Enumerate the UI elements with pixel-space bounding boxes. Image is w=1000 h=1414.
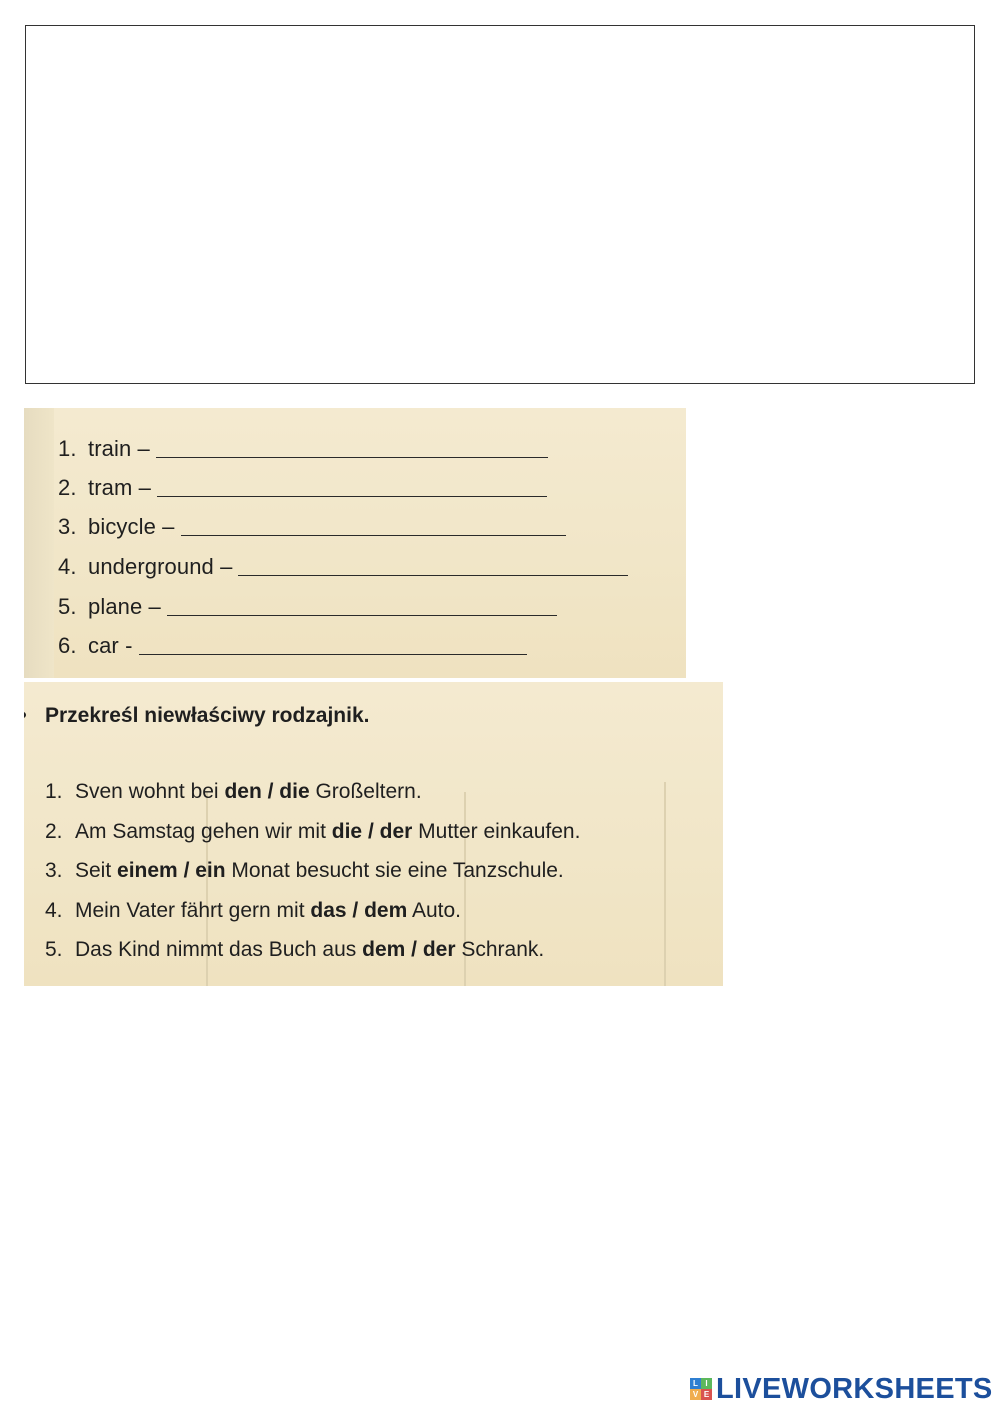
vocab-word: bicycle – [88,514,175,539]
vocab-item [58,506,566,540]
sentence-text: Seit [75,859,118,882]
article-option[interactable]: dem [364,899,408,922]
sentence-text: Monat besucht sie eine Tanzschule. [225,859,564,882]
vocab-number: 6. [58,633,77,658]
sentence-text: Am Samstag gehen wir mit [75,820,332,843]
vocab-word: tram – [88,475,151,500]
sentence-number: 3. [45,859,63,882]
article-option[interactable]: der [422,938,456,961]
sentence-number: 5. [45,938,63,961]
sentence-text: Mein Vater fährt gern mit [75,899,311,922]
article-option[interactable]: die [331,820,363,843]
scan-edge [24,408,54,678]
answer-blank[interactable] [139,632,527,655]
article-panel [24,682,723,986]
answer-blank[interactable] [181,513,566,536]
vocab-word: underground – [88,554,233,579]
answer-blank[interactable] [238,553,628,576]
sentence-row [45,938,544,962]
liveworksheets-logo[interactable] [690,1374,993,1404]
answer-box[interactable] [25,25,975,384]
sentence-number: 2. [45,820,63,843]
task-title: Przekreśl niewłaściwy rodzajnik. [45,704,370,727]
option-separator: / [177,859,196,882]
logo-badge-icon [690,1378,712,1400]
vocab-item [58,428,548,462]
article-option[interactable]: die [279,780,310,803]
vocab-item [58,467,547,501]
article-option[interactable]: der [379,820,413,843]
answer-blank[interactable] [167,593,557,616]
vocab-item [58,546,628,580]
sentence-text: Großeltern. [309,780,422,803]
sentence-text: Sven wohnt bei [75,780,225,803]
logo-text: LIVEWORKSHEETS [716,1372,993,1405]
sentence-row [45,859,564,883]
sentence-text: Mutter einkaufen. [412,820,581,843]
vocab-number: 1. [58,436,77,461]
sentence-number: 4. [45,899,63,922]
badge-letter: V [690,1389,701,1400]
article-option[interactable]: einem [117,859,178,882]
vocab-number: 5. [58,594,77,619]
vocab-item [58,625,527,659]
option-separator: / [405,938,423,961]
sentence-number: 1. [45,780,63,803]
badge-letter: L [690,1378,701,1389]
vocab-item [58,586,557,620]
option-separator: / [261,780,280,803]
vocab-word: train – [88,436,150,461]
badge-letter: I [701,1378,712,1389]
answer-blank[interactable] [157,474,547,497]
vocab-word: car - [88,633,133,658]
badge-letter: E [701,1389,712,1400]
sentence-row [45,780,422,804]
vocab-panel [24,408,686,678]
option-separator: / [346,899,365,922]
vocab-number: 4. [58,554,77,579]
option-separator: / [362,820,380,843]
article-option[interactable]: das [310,899,347,922]
vocab-number: 3. [58,514,77,539]
sentence-row [45,820,580,844]
sentence-text: Auto. [407,899,461,922]
article-option[interactable]: dem [362,938,406,961]
sentence-row [45,899,461,923]
vocab-word: plane – [88,594,161,619]
sentence-text: Das Kind nimmt das Buch aus [75,938,363,961]
bullet-icon [24,712,26,718]
sentence-text: Schrank. [455,938,545,961]
article-option[interactable]: ein [195,859,226,882]
scan-divider [664,782,666,986]
vocab-number: 2. [58,475,77,500]
article-option[interactable]: den [224,780,262,803]
answer-blank[interactable] [156,435,548,458]
